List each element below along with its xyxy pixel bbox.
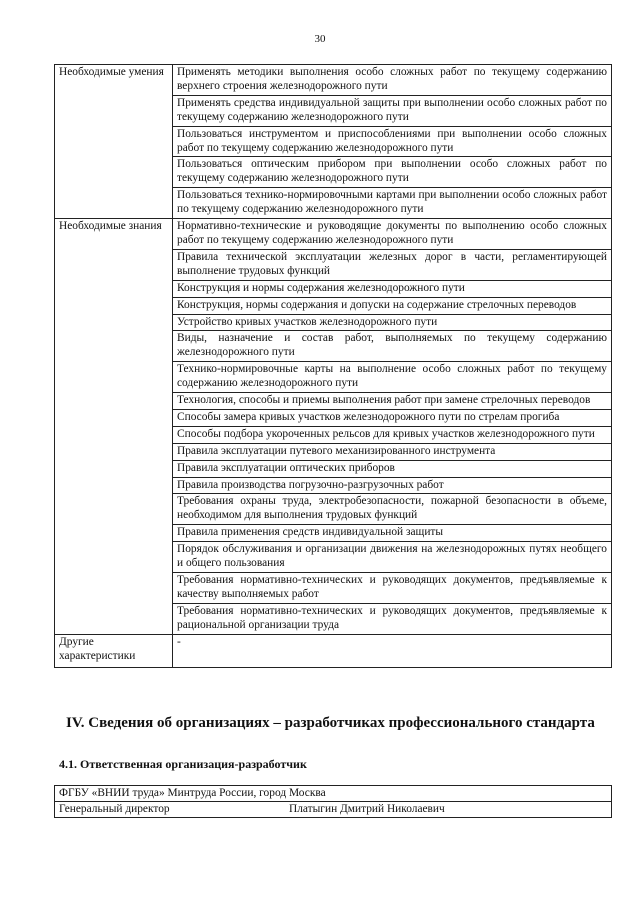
- skill-item: Пользоваться инструментом и приспособлениями при выполнении особо сложных работ по текущему содержанию железнодорожного пути: [173, 126, 612, 157]
- knowledge-item: Способы замера кривых участков железнодорожного пути по стрелам прогиба: [173, 409, 612, 426]
- knowledge-label: Необходимые знания: [55, 219, 173, 250]
- knowledge-item: Правила эксплуатации путевого механизированного инструмента: [173, 443, 612, 460]
- knowledge-item: Правила эксплуатации оптических приборов: [173, 460, 612, 477]
- knowledge-item: Требования охраны труда, электробезопасности, пожарной безопасности в объеме, необходимом для выполнения трудовых функций: [173, 494, 612, 525]
- knowledge-item: Конструкция, нормы содержания и допуски на содержание стрелочных переводов: [173, 297, 612, 314]
- knowledge-label-continuation: [55, 393, 173, 410]
- knowledge-label-continuation: [55, 249, 173, 280]
- skill-item: Пользоваться технико-нормировочными картами при выполнении особо сложных работ по текущему содержанию железнодорожного пути: [173, 188, 612, 219]
- skill-item: Пользоваться оптическим прибором при выполнении особо сложных работ по текущему содержанию железнодорожного пути: [173, 157, 612, 188]
- organization-table: [54, 785, 612, 818]
- knowledge-item: Технико-нормировочные карты на выполнение особо сложных работ по текущему содержанию железнодорожного пути: [173, 362, 612, 393]
- director-row: [55, 802, 612, 818]
- knowledge-item: Правила технической эксплуатации железных дорог в части, регламентирующей выполнение трудовых функций: [173, 249, 612, 280]
- skills-label: Необходимые умения: [55, 65, 173, 96]
- other-label: Другие характеристики: [55, 634, 173, 667]
- subsection-title: 4.1. Ответственная организация-разработчик: [59, 757, 307, 771]
- knowledge-label-continuation: [55, 314, 173, 331]
- knowledge-label-continuation: [55, 573, 173, 604]
- knowledge-item: Порядок обслуживания и организации движения на железнодорожных путях необщего и общего пользования: [173, 542, 612, 573]
- director-name: Платыгин Дмитрий Николаевич: [289, 803, 445, 815]
- knowledge-item: Правила производства погрузочно-разгрузочных работ: [173, 477, 612, 494]
- knowledge-label-continuation: [55, 362, 173, 393]
- knowledge-item: Конструкция и нормы содержания железнодорожного пути: [173, 280, 612, 297]
- competency-table: [54, 64, 612, 668]
- knowledge-label-continuation: [55, 443, 173, 460]
- section-title: IV. Сведения об организациях – разработчиках профессионального стандарта: [66, 715, 595, 731]
- knowledge-item: Виды, назначение и состав работ, выполняемых по текущему содержанию железнодорожного пути: [173, 331, 612, 362]
- knowledge-label-continuation: [55, 297, 173, 314]
- knowledge-label-continuation: [55, 280, 173, 297]
- skill-item: Применять средства индивидуальной защиты при выполнении особо сложных работ по текущему содержанию железнодорожного пути: [173, 95, 612, 126]
- knowledge-label-continuation: [55, 603, 173, 634]
- skill-item: Применять методики выполнения особо сложных работ по текущему содержанию верхнего строения железнодорожного пути: [173, 65, 612, 96]
- knowledge-item: Технология, способы и приемы выполнения работ при замене стрелочных переводов: [173, 393, 612, 410]
- knowledge-label-continuation: [55, 525, 173, 542]
- organization-name: ФГБУ «ВНИИ труда» Минтруда России, город Москва: [55, 786, 612, 802]
- knowledge-label-continuation: [55, 460, 173, 477]
- knowledge-label-continuation: [55, 409, 173, 426]
- other-value: -: [173, 634, 612, 667]
- knowledge-label-continuation: [55, 494, 173, 525]
- skills-label-continuation: [55, 188, 173, 219]
- knowledge-item: Правила применения средств индивидуальной защиты: [173, 525, 612, 542]
- knowledge-label-continuation: [55, 477, 173, 494]
- skills-label-continuation: [55, 157, 173, 188]
- knowledge-label-continuation: [55, 426, 173, 443]
- knowledge-item: Нормативно-технические и руководящие документы по выполнению особо сложных работ по текущему содержанию железнодорожного пути: [173, 219, 612, 250]
- skills-section: [55, 65, 612, 219]
- knowledge-section: [55, 219, 612, 635]
- other-section: [55, 634, 612, 667]
- knowledge-label-continuation: [55, 542, 173, 573]
- knowledge-item: Требования нормативно-технических и руководящих документов, предъявляемые к качеству выполняемых работ: [173, 573, 612, 604]
- knowledge-item: Способы подбора укороченных рельсов для кривых участков железнодорожного пути: [173, 426, 612, 443]
- director-title: Генеральный директор: [59, 803, 170, 815]
- knowledge-item: Требования нормативно-технических и руководящих документов, предъявляемые к рациональной организации труда: [173, 603, 612, 634]
- skills-label-continuation: [55, 95, 173, 126]
- skills-label-continuation: [55, 126, 173, 157]
- knowledge-label-continuation: [55, 331, 173, 362]
- page-number: 30: [314, 33, 326, 45]
- knowledge-item: Устройство кривых участков железнодорожного пути: [173, 314, 612, 331]
